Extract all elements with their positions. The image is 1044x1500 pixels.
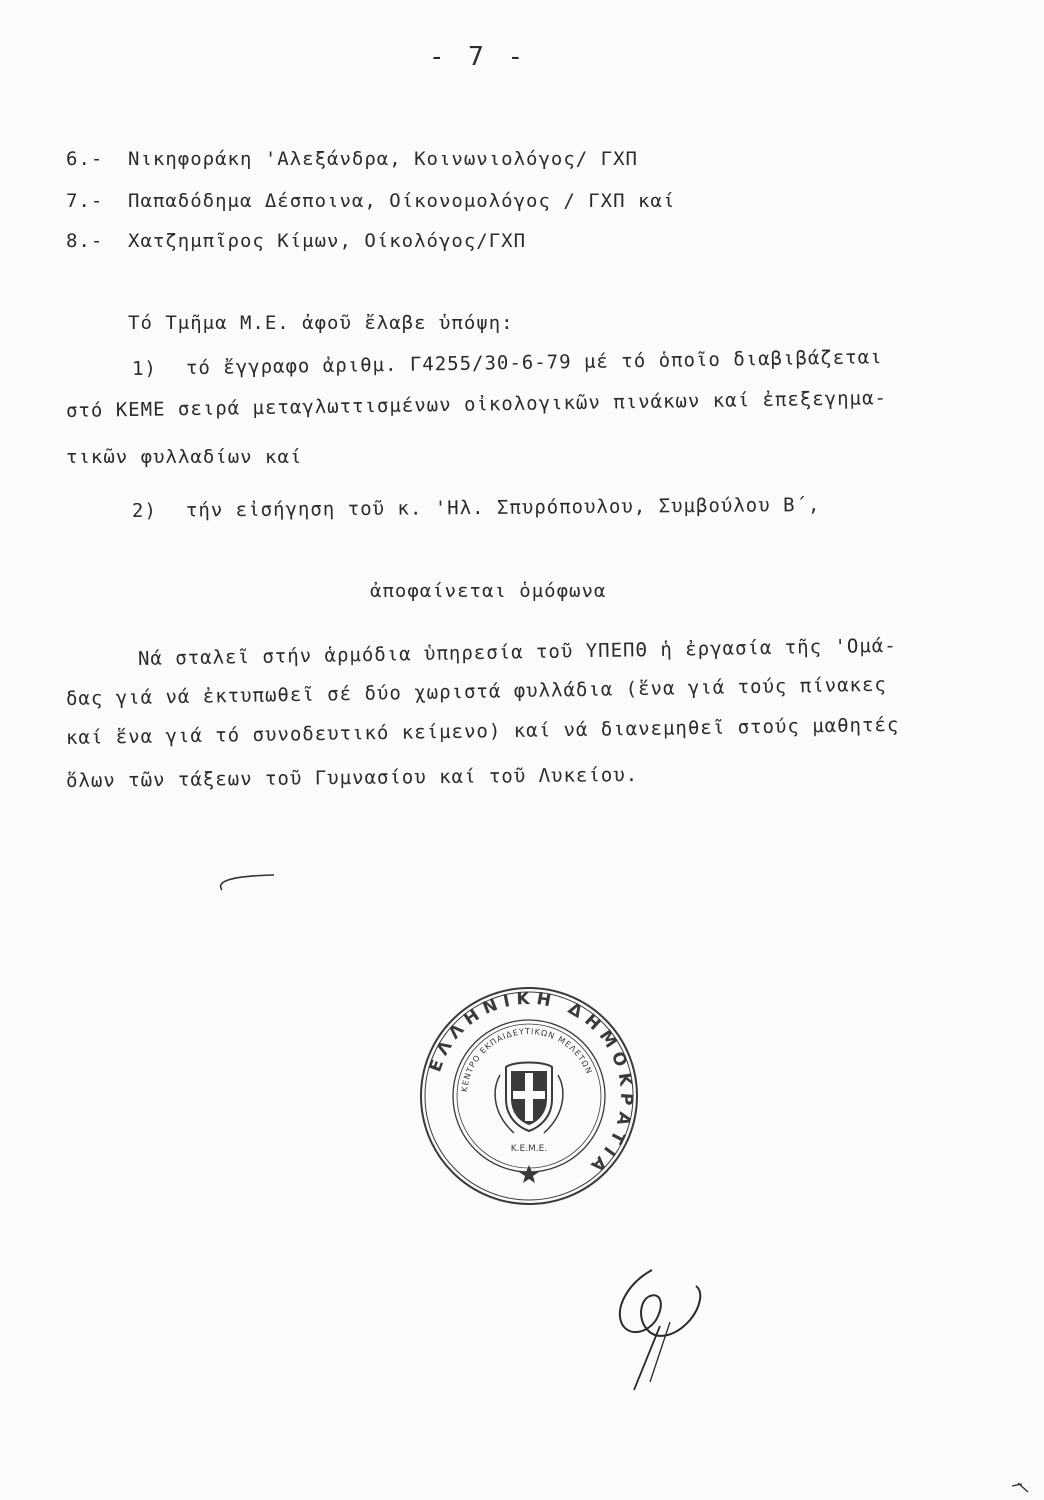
item-text-line: τήν εἰσήγηση τοῦ κ. 'Ηλ. Σπυρόπουλου, Συμβούλου Β΄,	[185, 493, 821, 522]
member-item	[66, 190, 675, 212]
item-number: 1)	[131, 357, 158, 380]
member-text: Χατζημπῖρος Κίμων, Οίκολόγος/ΓΧΠ	[128, 230, 527, 252]
item-text-line: τό ἔγγραφο ἀριθμ. Γ4255/30-6-79 μέ τό ὁποῖο διαβιβάζεται	[185, 346, 883, 380]
seal-bottom-text: Κ.Ε.Μ.Ε.	[510, 1144, 548, 1154]
decision-line: Νά σταλεῖ στήν ἁρμόδια ὑπηρεσία τοῦ ΥΠΕΠΘ ἡ ἐργασία τῆς 'Ομά-	[137, 634, 897, 670]
handwritten-signature	[600, 1262, 712, 1394]
item-text-line: στό ΚΕΜΕ σειρά μεταγλωττισμένων οἰκολογικῶν πινάκων καί ἐπεξεγημα-	[65, 387, 888, 422]
considered-item	[132, 494, 821, 522]
item-text-line: τικῶν φυλλαδίων καί	[66, 446, 303, 468]
member-number: 8.-	[66, 230, 104, 252]
coat-of-arms-icon	[495, 1063, 563, 1134]
member-text: Νικηφοράκη 'Αλεξάνδρα, Κοινωνιολόγος/ ΓΧΠ	[128, 148, 638, 170]
decision-heading: ἀποφαίνεται ὁμόφωνα	[370, 580, 607, 602]
decision-line: δας γιά νά ἐκτυπωθεῖ σέ δύο χωριστά φυλλάδια (ἕνα γιά τούς πίνακες	[65, 673, 888, 710]
considered-item	[132, 346, 883, 380]
member-text: Παπαδόδημα Δέσποινα, Οίκονομολόγος / ΓΧΠ καί	[128, 190, 676, 212]
seal-inner-text: ΚΕΝΤΡΟ ΕΚΠΑΙΔΕΥΤΙΚΩΝ ΜΕΛΕΤΩΝ	[460, 1026, 594, 1093]
member-number: 7.-	[66, 190, 104, 212]
decision-line: ὅλων τῶν τάξεων τοῦ Γυμνασίου καί τοῦ Λυκείου.	[65, 764, 639, 792]
page-number: - 7 -	[428, 42, 528, 72]
seal-outer-text: ΕΛΛΗΝΙΚΗ ΔΗΜΟΚΡΑΤΙΑ	[425, 988, 637, 1180]
member-item	[66, 148, 638, 170]
member-number: 6.-	[66, 148, 104, 170]
member-item	[66, 230, 526, 252]
intro-line: Τό Τμῆμα Μ.Ε. ἀφοῦ ἔλαβε ὑπόψη:	[128, 312, 514, 334]
corner-mark	[1010, 1480, 1040, 1494]
decision-line: καί ἕνα γιά τό συνοδευτικό κείμενο) καί νά διανεμηθεῖ στούς μαθητές	[65, 713, 900, 749]
pen-mark	[208, 872, 278, 892]
official-seal	[418, 985, 640, 1207]
item-number: 2)	[131, 499, 157, 522]
